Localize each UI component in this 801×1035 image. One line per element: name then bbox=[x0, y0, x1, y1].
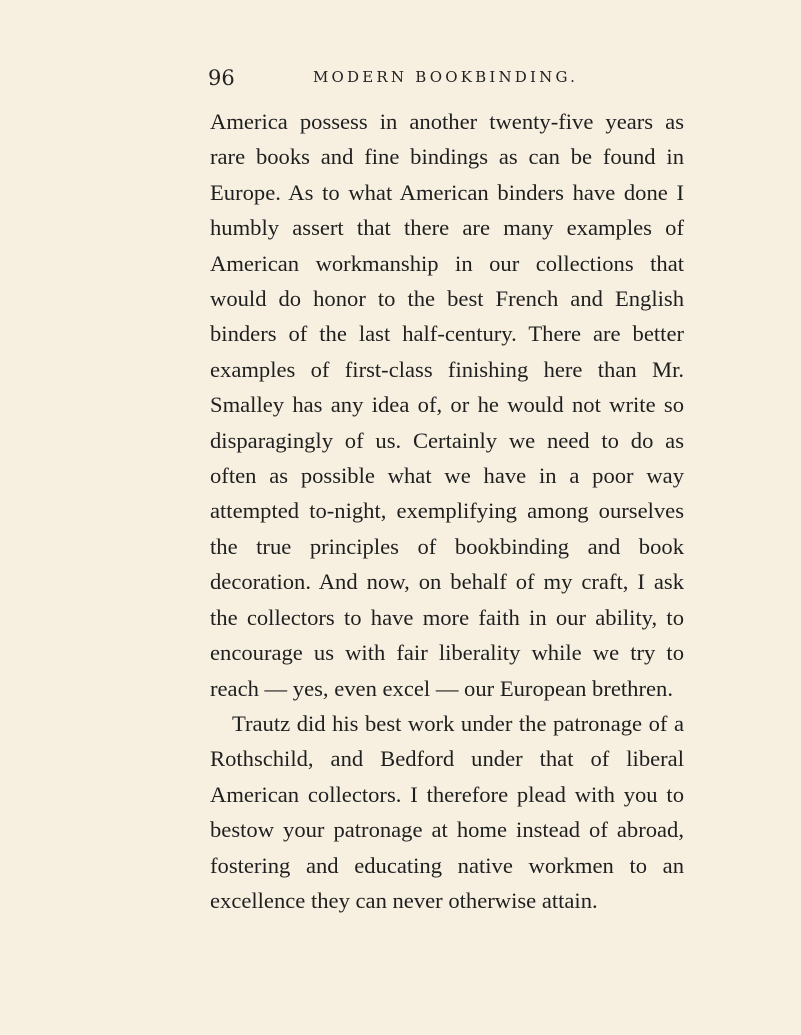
running-title: MODERN BOOKBINDING. bbox=[313, 68, 579, 86]
page-body bbox=[210, 104, 684, 918]
paragraph-1: America possess in another twenty-five years as rare books and fine bindings as can be found in Europe. As to what American binders have done I humbly assert that there are many examples of American workmanship in our collections that would do honor to the best French and English binders of the last half-century. There are better examples of first-class finishing here than Mr. Smalley has any idea of, or he would not write so disparagingly of us. Certainly we need to do as often as possible what we have in a poor way attempted to-night, exemplifying among ourselves the true principles of bookbinding and book decoration. And now, on behalf of my craft, I ask the collectors to have more faith in our ability, to encourage us with fair liberality while we try to reach — yes, even excel — our European brethren. bbox=[210, 109, 684, 701]
page-number: 96 bbox=[208, 66, 235, 90]
page-header bbox=[208, 66, 678, 96]
paragraph-2: Trautz did his best work under the patronage of a Rothschild, and Bedford under that of liberal American collectors. I therefore plead with you to bestow your patronage at home instead of abroad, fostering and educating native workmen to an excellence they can never otherwise attain. bbox=[210, 710, 684, 913]
